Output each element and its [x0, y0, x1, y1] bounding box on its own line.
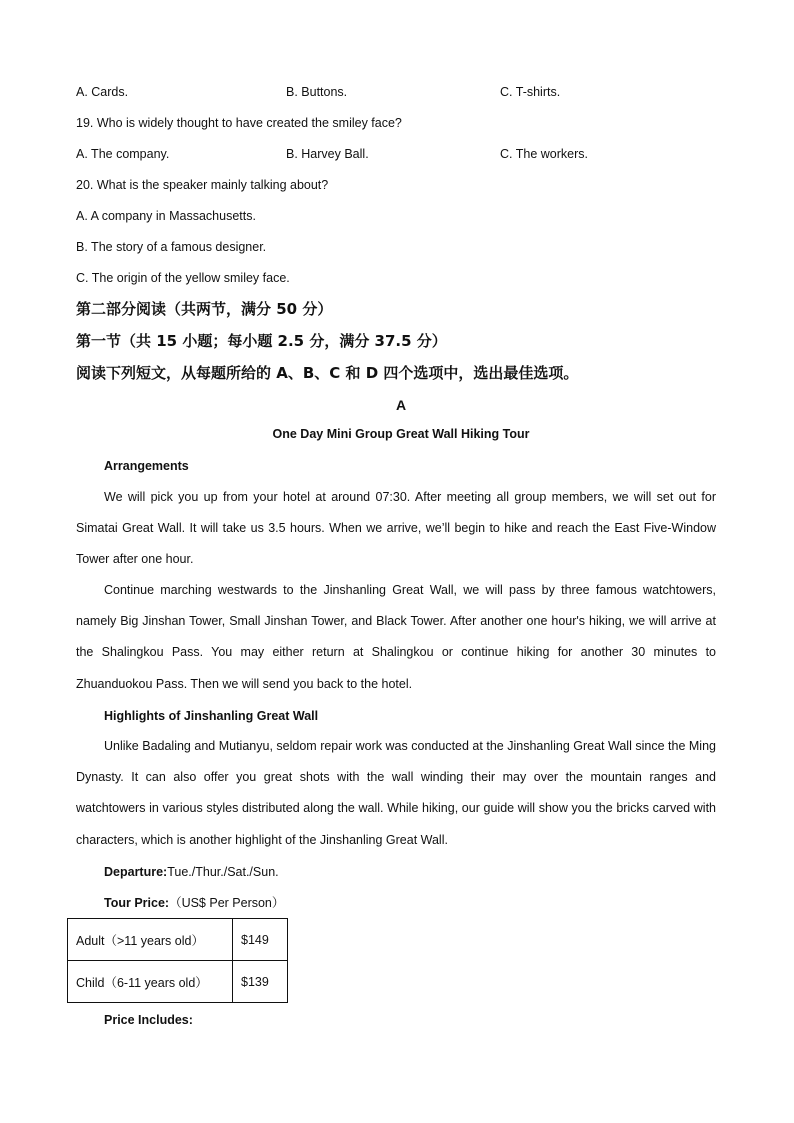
highlights-heading: Highlights of Jinshanling Great Wall — [104, 709, 319, 723]
price-category-child: Child（6-11 years old） — [68, 961, 233, 1003]
tour-price-label: Tour Price: — [104, 896, 170, 910]
price-value-adult: $149 — [233, 919, 288, 961]
q20-question: 20. What is the speaker mainly talking about? — [76, 178, 329, 192]
arrangements-paragraph-1-text: We will pick you up from your hotel at around 07:30. After meeting all group members, we will set out for Simatai Great Wall. It will take us 3.5 hours. When we arrive, we’ll begin to hike and reach the East Five-Window Tower after one hour. — [76, 490, 716, 567]
tour-price-unit: （US$ Per Person） — [169, 896, 285, 910]
part-title: 第二部分阅读（共两节，满分 50 分） — [76, 300, 333, 318]
tour-price-line — [104, 895, 284, 911]
q19-option-c: C. The workers. — [500, 147, 588, 161]
q18-option-c: C. T-shirts. — [500, 85, 561, 99]
passage-title: One Day Mini Group Great Wall Hiking Tour — [272, 427, 530, 441]
highlights-paragraph — [76, 731, 716, 856]
section-title: 第一节（共 15 小题；每小题 2.5 分，满分 37.5 分） — [76, 332, 447, 350]
q18-option-a: A. Cards. — [76, 85, 129, 99]
arrangements-paragraph-2 — [76, 575, 716, 700]
arrangements-paragraph-2-text: Continue marching westwards to the Jinshanling Great Wall, we will pass by three famous watchtowers, namely Big Jinshan Tower, Small Jinshan Tower, and Black Tower. After another one hour's hiking, we will arrive at the Shalingkou Pass. You may either return at Shalingkou or continue hiking for another 30 minutes to Zhuanduokou Pass. Then we will send you back to the hotel. — [76, 583, 716, 691]
q18-option-b: B. Buttons. — [286, 85, 348, 99]
arrangements-paragraph-1 — [76, 482, 716, 576]
q20-option-b: B. The story of a famous designer. — [76, 240, 267, 254]
highlights-paragraph-text: Unlike Badaling and Mutianyu, seldom repair work was conducted at the Jinshanling Great Wall since the Ming Dynasty. It can also offer you great shots with the wall winding their may over the mountain ranges and watchtowers in various styles distributed along the wall. While hiking, our guide will show you the bricks carved with characters, which is another highlight of the Jinshanling Great Wall. — [76, 739, 716, 847]
departure-value: Tue./Thur./Sat./Sun. — [167, 865, 279, 879]
departure-label: Departure: — [104, 865, 168, 879]
passage-letter: A — [395, 397, 407, 413]
table-row — [68, 961, 288, 1003]
q19-question: 19. Who is widely thought to have created the smiley face? — [76, 116, 402, 130]
q20-option-c: C. The origin of the yellow smiley face. — [76, 271, 290, 285]
price-includes-label: Price Includes: — [104, 1013, 193, 1027]
q19-option-a: A. The company. — [76, 147, 170, 161]
arrangements-heading: Arrangements — [104, 459, 189, 473]
price-table — [67, 918, 288, 1003]
price-category-adult: Adult（>11 years old） — [68, 919, 233, 961]
departure-line — [104, 864, 279, 880]
instruction: 阅读下列短文，从每题所给的 A、B、C 和 D 四个选项中，选出最佳选项。 — [76, 364, 579, 382]
table-row — [68, 919, 288, 961]
q19-option-b: B. Harvey Ball. — [286, 147, 369, 161]
q20-option-a: A. A company in Massachusetts. — [76, 209, 256, 223]
price-value-child: $139 — [233, 961, 288, 1003]
